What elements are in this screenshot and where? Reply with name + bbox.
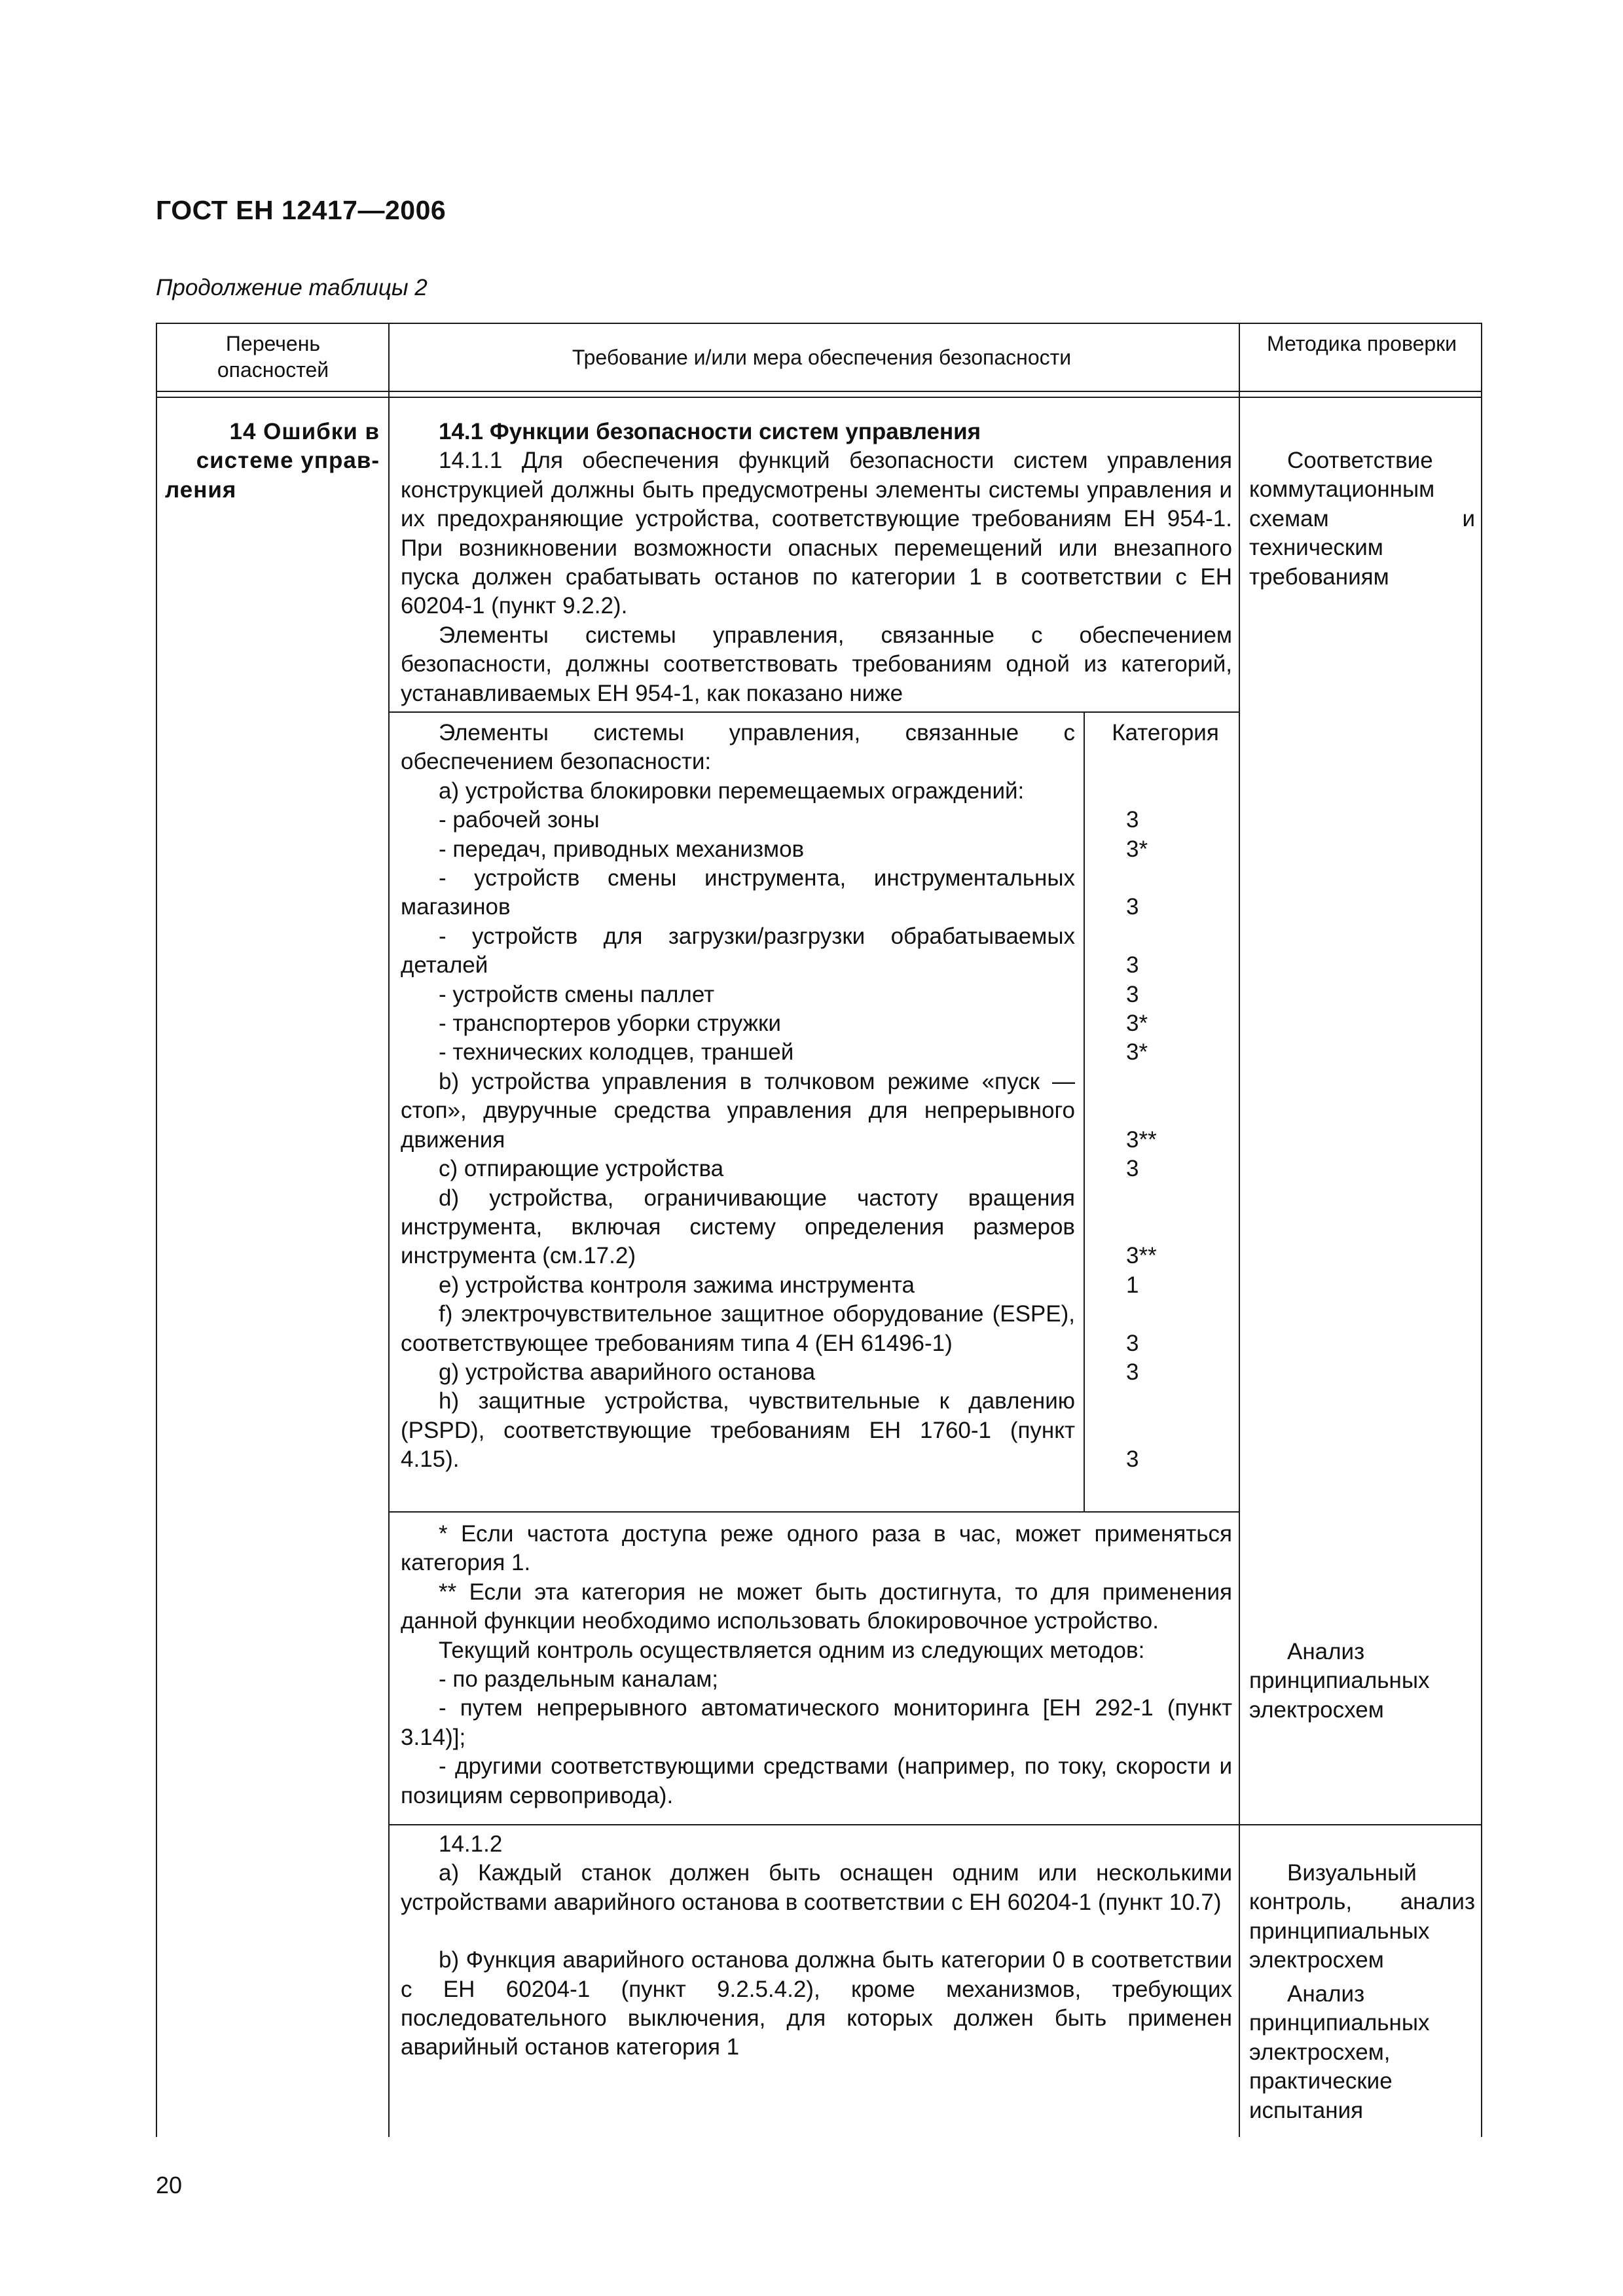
element-text: f) электрочувствительное защитное оборудование (ESPE), соответствующее требованиям типа 4 (ЕН 61496-1) (401, 1301, 1075, 1356)
req-1412-num: 14.1.2 (439, 1831, 503, 1857)
req-1411-cell (401, 418, 1232, 708)
method-4-text: Анализ принципиальных электросхем, практические испытания (1249, 1981, 1430, 2123)
col-border-2 (1239, 323, 1240, 2137)
element-row (401, 1271, 1235, 1300)
note-4: - по раздельным каналам; (439, 1666, 719, 1693)
element-category: 3 (1126, 894, 1139, 920)
element-text: - транспортеров уборки стружки (439, 1011, 781, 1037)
element-row (401, 1038, 1235, 1067)
method-1 (1249, 446, 1475, 592)
element-row (401, 1067, 1235, 1155)
element-text: b) устройства управления в толчковом режиме «пуск — стоп», двуручные средства управления для непрерывного движения (401, 1068, 1075, 1153)
note-5: - путем непрерывного автоматического мониторинга [ЕН 292-1 (пункт 3.14)]; (401, 1695, 1232, 1750)
element-text: g) устройства аварийного останова (439, 1359, 816, 1385)
req-1411-p1: 14.1.1 Для обеспечения функций безопасности систем управления конструкцией должны быть предусмотрены элементы системы управления и их предохраняющие устройства, соответствующие требованиям ЕН 954-1. При возникновении возможности опасных перемещений или внезапного пуска должен срабатывать останов по категории 1 в соответствии с ЕН 60204-1 (пункт 9.2.2). (401, 448, 1232, 619)
element-category: 3 (1126, 1156, 1139, 1182)
table-top-border (156, 323, 1482, 324)
element-text: c) отпирающие устройства (439, 1156, 724, 1182)
element-category: 1 (1126, 1272, 1139, 1298)
element-text: e) устройства контроля зажима инструмента (439, 1272, 915, 1298)
col-border-right (1481, 323, 1482, 2137)
method-4 (1249, 1980, 1475, 2125)
element-row (401, 835, 1235, 864)
method-3-text: Визуальный контроль, анализ принципиальных электросхем (1249, 1860, 1475, 1973)
section-title: 14.1 Функции безопасности систем управления (439, 419, 981, 444)
note-3: Текущий контроль осуществляется одним из следующих методов: (439, 1637, 1145, 1663)
element-category: 3* (1126, 1039, 1148, 1066)
header-rule-2 (156, 397, 1482, 398)
row-rule-2 (388, 1511, 1240, 1513)
element-category: 3 (1126, 1359, 1139, 1385)
note-6: - другими соответствующими средствами (например, по току, скорости и позициям сервопривода). (401, 1753, 1232, 1808)
element-text: Элементы системы управления, связанные с обеспечением безопасности: (401, 720, 1075, 775)
element-category: 3 (1126, 952, 1139, 978)
element-row (401, 719, 1235, 777)
req-1411-p2: Элементы системы управления, связанные с обеспечением безопасности, должны соответствовать требованиям одной из категорий, устанавливаемых ЕН 954-1, как показано ниже (401, 622, 1232, 706)
element-text: - технических колодцев, траншей (439, 1039, 794, 1066)
element-text: d) устройства, ограничивающие частоту вращения инструмента, включая систему определения размеров инструмента (см.17.2) (401, 1185, 1075, 1269)
note-1: * Если частота доступа реже одного раза в час, может применяться категория 1. (401, 1521, 1232, 1576)
element-row (401, 1184, 1235, 1271)
element-text: a) устройства блокировки перемещаемых ограждений: (439, 778, 1025, 804)
element-category: 3 (1126, 807, 1139, 833)
hazard-line-2: системе управ- (196, 448, 380, 474)
req-1412-b: b) Функция аварийного останова должна быть категории 0 в соответствии с ЕН 60204-1 (пункт 9.2.5.4.2), кроме механизмов, требующих последовательного выключения, для которых должен быть применен аварийный останов категория 1 (401, 1947, 1232, 2060)
hazard-line-1: 14 Ошибки в (229, 419, 380, 444)
element-text: - устройств для загрузки/разгрузки обрабатываемых деталей (401, 923, 1075, 978)
element-category: 3 (1126, 981, 1139, 1007)
page-number: 20 (156, 2172, 183, 2198)
element-row (401, 806, 1235, 834)
element-row (401, 1300, 1235, 1358)
header-requirements: Требование и/или мера обеспечения безопасности (572, 346, 1072, 369)
category-header: Категория (1112, 720, 1219, 745)
element-row (401, 1358, 1235, 1387)
element-row (401, 1387, 1235, 1474)
header-rule-1 (156, 391, 1482, 392)
element-category: 3 (1126, 1330, 1139, 1356)
element-category: 3* (1126, 1011, 1148, 1037)
header-method: Методика проверки (1266, 332, 1457, 355)
page-title: ГОСТ ЕН 12417—2006 (156, 195, 447, 225)
element-text: - устройств смены паллет (439, 981, 715, 1007)
element-category: 3* (1126, 836, 1148, 862)
table-caption: Продолжение таблицы 2 (156, 275, 428, 300)
hazard-line-3: ления (165, 476, 237, 503)
method-2-text: Анализ принципиальных электросхем (1249, 1639, 1430, 1723)
element-text: h) защитные устройства, чувствительные к давлению (PSPD), соответствующие требованиям ЕН 1760-1 (пункт 4.15). (401, 1388, 1075, 1473)
element-text: - устройств смены инструмента, инструментальных магазинов (401, 865, 1075, 920)
elements-list (401, 719, 1235, 1475)
col-border-1 (388, 323, 390, 2137)
method-1-text: Соответствие коммутационным схемам и техническим требованиям (1249, 448, 1475, 590)
method-3 (1249, 1859, 1475, 1975)
element-row (401, 777, 1235, 806)
notes-cell (401, 1520, 1232, 1810)
row-rule-1 (388, 711, 1240, 713)
element-category: 3 (1126, 1446, 1139, 1473)
method-2 (1249, 1638, 1475, 1725)
header-hazards: Перечень опасностей (217, 332, 329, 382)
element-text: - передач, приводных механизмов (439, 836, 805, 862)
element-category: 3** (1126, 1243, 1157, 1269)
element-row (401, 980, 1235, 1009)
col-border-left (156, 323, 157, 2137)
element-row (401, 922, 1235, 980)
req-1412-a: a) Каждый станок должен быть оснащен одним или несколькими устройствами аварийного останова в соответствии с ЕН 60204-1 (пункт 10.7) (401, 1860, 1232, 1915)
element-row (401, 1009, 1235, 1038)
element-text: - рабочей зоны (439, 807, 600, 833)
row-rule-3 (388, 1824, 1482, 1825)
hazard-cell (165, 418, 380, 505)
element-row (401, 864, 1235, 922)
element-row (401, 1155, 1235, 1183)
note-2: ** Если эта категория не может быть достигнута, то для применения данной функции необходимо использовать блокировочное устройство. (401, 1579, 1232, 1634)
req-1412-cell (401, 1830, 1232, 2062)
element-category: 3** (1126, 1126, 1157, 1153)
